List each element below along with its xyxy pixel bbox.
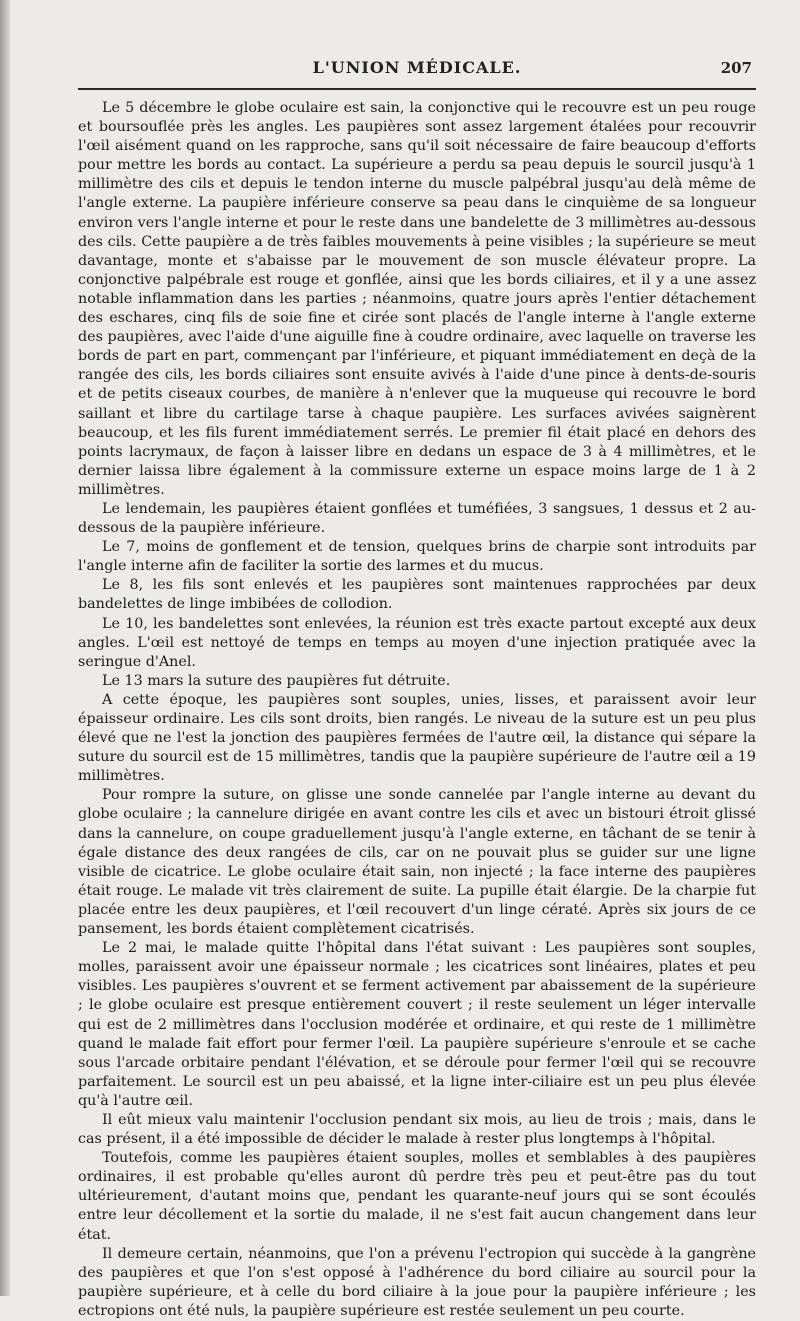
- paragraph: Toutefois, comme les paupières étaient souples, molles et semblables à des paupières ordinaires, il est probable qu'elles auront dû perdre très peu et peut-être pas du tout ultérieurement, d'autant moins que, pendant les quarante-neuf jours qui se sont écoulés entre leur décollement et la sortie du malade, il ne s'est fait aucun changement dans leur état.: [78, 1150, 756, 1243]
- paragraph: Le lendemain, les paupières étaient gonflées et tuméfiées, 3 sangsues, 1 dessus et 2 au-dessous de la paupière inférieure.: [78, 500, 756, 537]
- page-number: 207: [720, 59, 752, 77]
- journal-page: [78, 52, 756, 1321]
- paragraph: Le 5 décembre le globe oculaire est sain, la conjonctive qui le recouvre est un peu rouge et boursouflée près les angles. Les paupières sont assez largement étalées pour recouvrir l'œil aisément quand on les rapproche, sans qu'il soit nécessaire de faire beaucoup d'efforts pour mettre les bords au contact. La supérieure a perdu sa peau depuis le sourcil jusqu'à 1 millimètre des cils et depuis le tendon interne du muscle palpébral jusqu'au delà même de l'angle externe. La paupière inférieure conserve sa peau dans le cinquième de sa longueur environ vers l'angle interne et pour le reste dans une bandelette de 3 millimètres au-dessous des cils. Cette paupière a de très faibles mouvements à peine visibles ; la supérieure se meut davantage, monte et s'abaisse par le mouvement de son muscle élévateur propre. La conjonctive palpébrale est rouge et gonflée, ainsi que les bords ciliaires, et il y a une assez notable inflammation dans les parties ; néanmoins, quatre jours après l'entier détachement des eschares, cinq fils de soie fine et cirée sont placés de l'angle interne à l'angle externe des paupières, avec l'aide d'une aiguille fine à coudre ordinaire, avec laquelle on traverse les bords de part en part, commençant par l'inférieure, et piquant immédiatement en deçà de la rangée des cils, les bords ciliaires sont ensuite avivés à l'aide d'une pince à dents-de-souris et de petits ciseaux courbes, de manière à n'enlever que la muqueuse qui recouvre le bord saillant et libre du cartilage tarse à chaque paupière. Les surfaces avivées saignèrent beaucoup, et les fils furent immédiatement serrés. Le premier fil était placé en dehors des points lacrymaux, de façon à laisser libre en dedans un espace de 3 à 4 millimètres, et le dernier laissa libre également à la commissure externe un espace moins large de 1 à 2 millimètres.: [78, 100, 756, 498]
- paragraph: Le 7, moins de gonflement et de tension, quelques brins de charpie sont introduits par l'angle interne afin de faciliter la sortie des larmes et du mucus.: [78, 539, 756, 575]
- paragraph: Le 10, les bandelettes sont enlevées, la réunion est très exacte partout excepté aux deux angles. L'œil est nettoyé de temps en temps au moyen d'une injection pratiquée avec la seringue d'Anel.: [78, 615, 756, 670]
- paragraph: Le 2 mai, le malade quitte l'hôpital dans l'état suivant : Les paupières sont souples, molles, paraissent avoir une épaisseur normale ; les cicatrices sont linéaires, plates et peu visibles. Les paupières s'ouvrent et se ferment activement par abaissement de la supérieure ; le globe oculaire est presque entièrement couvert ; il reste seulement un léger intervalle qui est de 2 millimètres dans l'occlusion modérée et ordinaire, et qui reste de 1 millimètre quand le malade fait effort pour fermer l'œil. La paupière supérieure s'enroule et se cache sous l'arcade orbitaire pendant l'élévation, et se déroule pour fermer l'œil qui se recouvre parfaitement. Le sourcil est un peu abaissé, et la ligne inter-ciliaire est un peu plus élevée qu'à l'autre œil.: [78, 940, 756, 1109]
- running-title: L'UNION MÉDICALE.: [312, 58, 522, 77]
- paragraph: Il demeure certain, néanmoins, que l'on a prévenu l'ectropion qui succède à la gangrène des paupières et que l'on s'est opposé à l'adhérence du bord ciliaire au sourcil pour la paupière supérieure, et à celle du bord ciliaire à la joue pour la paupière inférieure ; les ectropions ont été nuls, la paupière supérieure est restée seulement un peu courte.: [78, 1245, 756, 1319]
- page-header: [78, 52, 756, 82]
- paragraph: Il eût mieux valu maintenir l'occlusion pendant six mois, au lieu de trois ; mais, dans le cas présent, il a été impossible de décider le malade à rester plus longtemps à l'hôpital.: [78, 1111, 756, 1148]
- paragraph: Le 8, les fils sont enlevés et les paupières sont maintenues rapprochées par deux bandelettes de linge imbibées de collodion.: [78, 577, 756, 613]
- paragraph: A cette époque, les paupières sont souples, unies, lisses, et paraissent avoir leur épaisseur ordinaire. Les cils sont droits, bien rangés. Le niveau de la suture est un peu plus élevé que ne l'est la jonction des paupières fermées de l'autre œil, la distance qui sépare la suture du sourcil est de 15 millimètres, tandis que la paupière supérieure de l'autre œil a 19 millimètres.: [78, 691, 756, 785]
- article-body: [78, 99, 756, 1321]
- scan-left-edge: [0, 0, 10, 1296]
- paragraph: Pour rompre la suture, on glisse une sonde cannelée par l'angle interne au devant du globe oculaire ; la cannelure dirigée en avant contre les cils et avec un bistouri étroit glissé dans la cannelure, on coupe graduellement jusqu'à l'angle externe, en tâchant de se tenir à égale distance des deux rangées de cils, car on ne pouvait plus se guider sur une ligne visible de cicatrice. Le globe oculaire était sain, non injecté ; la face interne des paupières était rouge. Le malade vit très clairement de suite. La pupille était élargie. De la charpie fut placée entre les deux paupières, et l'œil recouvert d'un linge cératé. Après six jours de ce pansement, les bords étaient complètement cicatrisés.: [78, 787, 756, 938]
- paragraph: Le 13 mars la suture des paupières fut détruite.: [102, 672, 451, 689]
- header-rule: [78, 88, 756, 90]
